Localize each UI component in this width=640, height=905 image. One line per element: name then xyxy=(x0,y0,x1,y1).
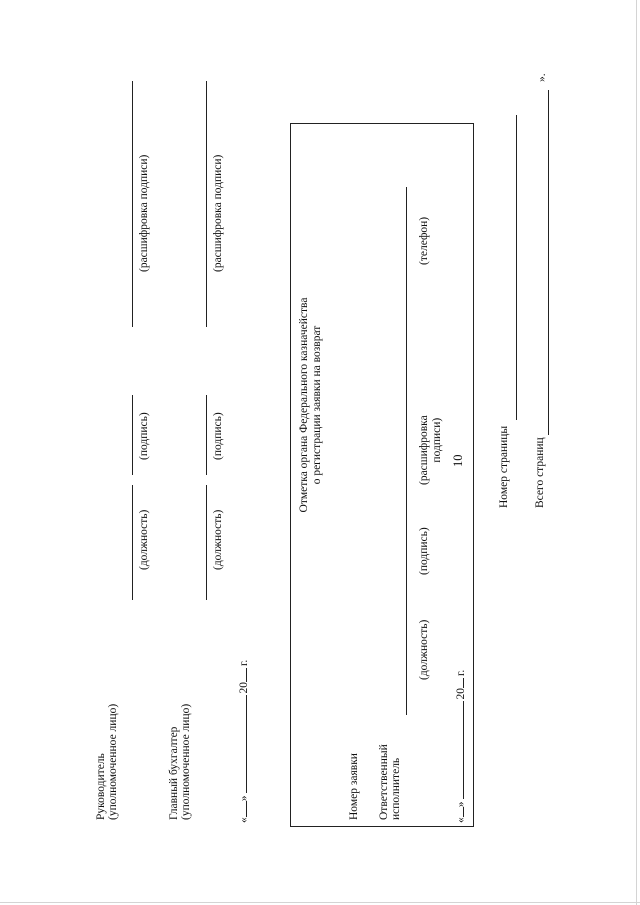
chief-accountant-label: Главный бухгалтер (уполномоченное лицо) xyxy=(168,703,192,820)
total-pages-line xyxy=(548,90,549,435)
chief-accountant-signature-caption: (подпись) xyxy=(212,412,224,460)
page-number: 10 xyxy=(451,454,465,467)
manager-decoding-line xyxy=(132,81,133,327)
treasury-mark-title: Отметка органа Федерального казначейства о регистрации заявки на возврат xyxy=(298,297,323,513)
manager-signature-caption: (подпись) xyxy=(138,412,150,460)
manager-signature-line xyxy=(132,395,133,475)
chief-accountant-position-caption: (должность) xyxy=(212,509,224,570)
executor-signature-caption: (подпись) xyxy=(418,527,430,575)
chief-accountant-position-line xyxy=(206,485,207,600)
chief-accountant-signature-line xyxy=(206,395,207,475)
page-number-label: Номер страницы xyxy=(498,425,510,508)
executor-decoding-caption: (расшифровка подписи) xyxy=(418,415,443,485)
executor-position-caption: (должность) xyxy=(418,619,430,680)
treasury-date-line: «»20г. xyxy=(455,669,467,823)
date-line: «»20г. xyxy=(238,659,250,823)
manager-label: Руководитель (уполномоченное лицо) xyxy=(95,703,119,820)
closing-mark: ». xyxy=(536,73,548,82)
application-number-label: Номер заявки xyxy=(348,753,360,820)
executor-phone-caption: (телефон) xyxy=(418,216,430,265)
manager-decoding-caption: (расшифровка подписи) xyxy=(138,154,150,272)
page-number-line xyxy=(516,115,517,420)
manager-position-caption: (должность) xyxy=(138,509,150,570)
manager-position-line xyxy=(132,485,133,600)
chief-accountant-decoding-line xyxy=(206,81,207,327)
total-pages-label: Всего страниц xyxy=(534,437,546,508)
executor-label: Ответственный исполнитель xyxy=(378,744,402,820)
executor-position-line xyxy=(406,187,407,715)
chief-accountant-decoding-caption: (расшифровка подписи) xyxy=(212,154,224,272)
